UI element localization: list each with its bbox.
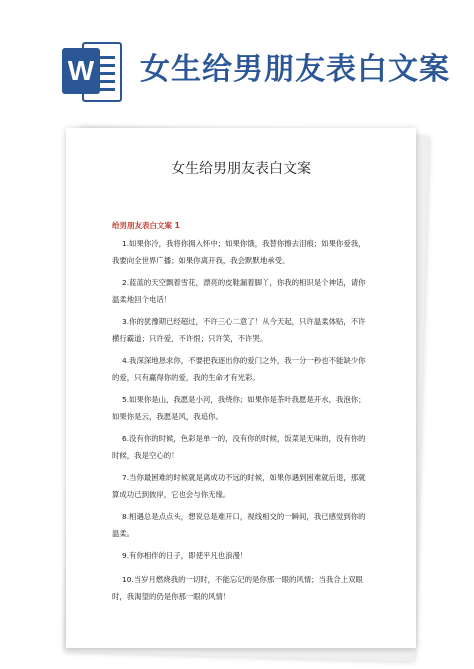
paragraph (112, 469, 366, 503)
paragraph-line: 2.蓝蓝的天空飘着雪花，漂亮的皮鞋漏着脚丫，你我的相识是个神话，请你 (122, 278, 366, 287)
paragraph-line: 算成功已到彼岸，它也会与你无缘。 (112, 490, 231, 499)
paragraph-line: 横行霸道；只许爱，不许恨；只许笑，不许哭。 (112, 334, 268, 343)
document-title: 女生给男朋友表白文案 (171, 161, 311, 177)
paragraph (112, 547, 362, 564)
paragraph (112, 391, 366, 425)
paragraph (112, 571, 362, 605)
banner-title: 女生给男朋友表白文案 (140, 52, 450, 87)
paragraph (112, 508, 366, 542)
paragraph-line: 温柔地回个电话！ (112, 295, 172, 304)
banner (0, 0, 474, 130)
paragraph (112, 352, 366, 386)
paragraph-line: 温柔。 (112, 529, 135, 538)
paragraph (112, 313, 366, 347)
paragraph-line: 的爱，只有赢得你的爱，我的生命才有光彩。 (112, 373, 260, 382)
section-label: 给男朋友表白文案 1 (112, 221, 180, 230)
paragraph-line: 我要向全世界广播；如果你离开我，我会默默地承受。 (112, 256, 290, 265)
paragraph-line: 时候，我是空心的！ (112, 451, 179, 460)
paragraph-line: 10.当岁月燃烧我的一切时，不能忘记的是你那一眼的风情；当我合上双眼 (122, 575, 363, 584)
paragraph-line: 4.我深深地恳求你，不要把我逐出你的爱门之外，我一分一秒也不能缺少你 (122, 356, 366, 365)
word-badge: W (62, 48, 100, 94)
paragraph-line: 1.如果你冷，我将你拥入怀中；如果你饿，我替你擦去泪痕；如果你爱我， (122, 239, 366, 248)
paragraph (112, 235, 366, 269)
paragraph-line: 8.相遇总是点点头，想说总是难开口，视线相交的一瞬间，我已感觉到你的 (122, 512, 366, 521)
paragraph-line: 6.没有你的时候，色彩是单一的，没有你的时候，饭菜是无味的，没有你的 (122, 434, 366, 443)
paragraph-line: 3.你的犹豫期已经超过，不许三心二意了！从今天起，只许温柔体贴，不许 (122, 317, 366, 326)
paragraph (112, 430, 366, 464)
document-page (66, 128, 416, 648)
paragraph-line: 7.当你最困难的时候就是离成功不远的时候，如果你遇到困难就后退，那就 (122, 473, 366, 482)
paragraph-line: 9.有你相伴的日子，即使平凡也浪漫！ (122, 551, 248, 560)
word-app-icon (62, 38, 124, 106)
paragraph-line: 如果你是云，我愿是风，我追你。 (112, 412, 223, 421)
paragraph (112, 274, 366, 308)
paragraph-line: 5.如果你是山，我愿是小河，我绕你；如果你是茶叶我愿是开水，我泡你； (122, 395, 366, 404)
paragraph-line: 时，我渴望的仍是你那一眼的风情！ (112, 592, 231, 601)
